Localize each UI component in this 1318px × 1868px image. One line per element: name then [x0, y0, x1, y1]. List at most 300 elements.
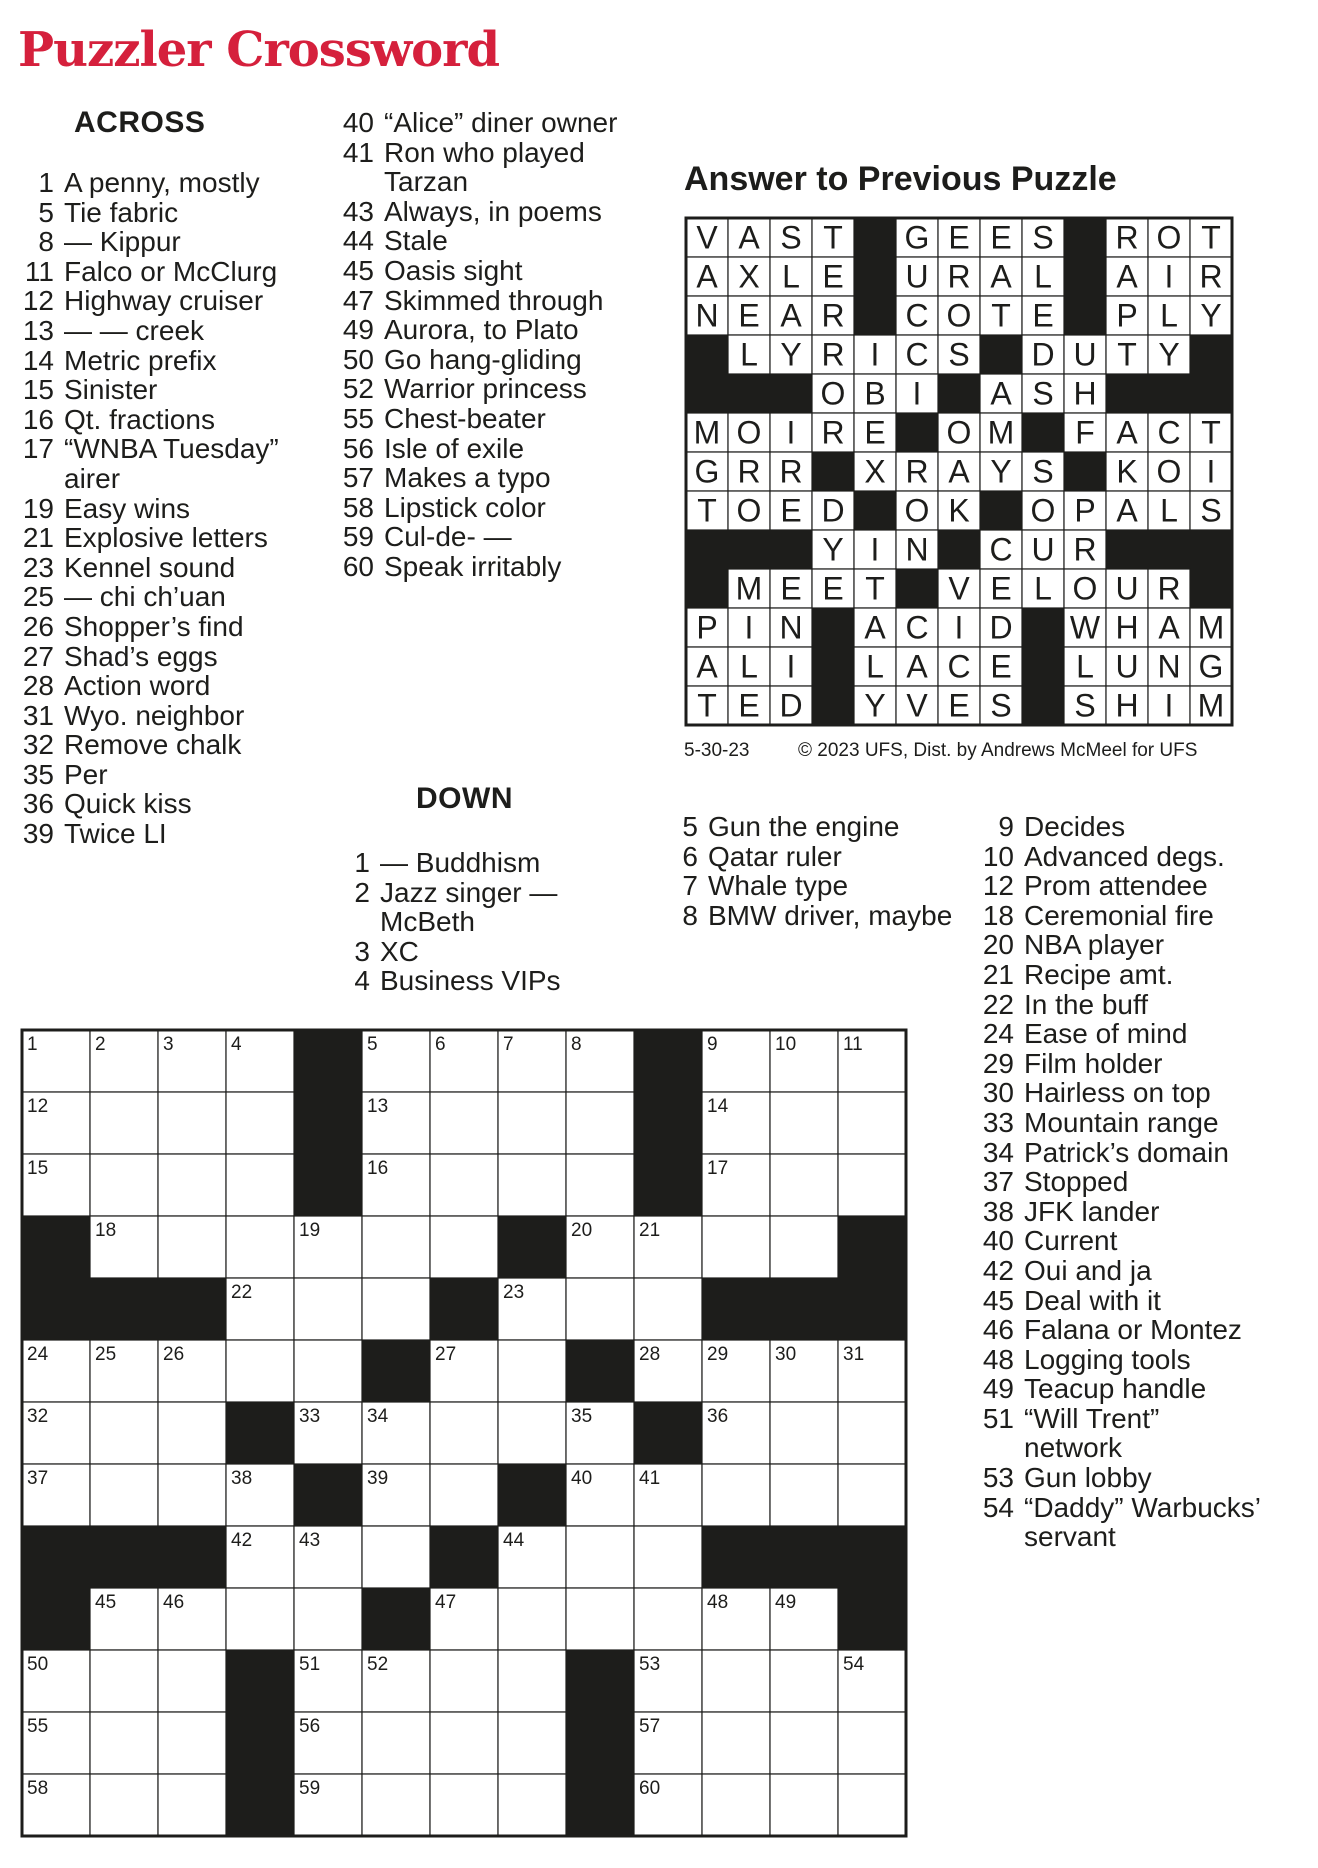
clue-number: 59 — [342, 521, 374, 553]
clue-number: 43 — [342, 195, 374, 227]
answer-letter: O — [904, 492, 930, 529]
answer-block-cell — [854, 491, 896, 530]
puzzle-grid — [20, 1028, 924, 1846]
grid-cell[interactable] — [770, 1774, 838, 1836]
answer-block-cell — [1106, 374, 1148, 413]
cell-number: 33 — [299, 1406, 321, 1427]
clue-item — [974, 842, 1264, 872]
block-cell — [566, 1774, 634, 1836]
clue-number: 21 — [982, 958, 1014, 990]
clue-number: 10 — [982, 840, 1014, 872]
footer-copyright: © 2023 UFS, Dist. by Andrews McMeel for UFS — [798, 740, 1198, 761]
clue-number: 32 — [22, 729, 54, 761]
cell-number: 17 — [707, 1158, 729, 1179]
grid-cell[interactable] — [702, 1712, 770, 1774]
grid-cell[interactable] — [702, 1216, 770, 1278]
answer-letter: T — [991, 297, 1011, 334]
answer-letter: S — [1032, 219, 1054, 256]
answer-letter: I — [1164, 687, 1174, 724]
cell-number: 21 — [639, 1220, 661, 1241]
clue-text: Decides — [1024, 811, 1126, 842]
cell-number: 26 — [163, 1344, 185, 1365]
grid-cell[interactable] — [498, 1712, 566, 1774]
answer-letter: E — [990, 648, 1012, 685]
grid-cell[interactable] — [90, 1402, 158, 1464]
clue-item — [14, 582, 304, 612]
answer-letter: O — [946, 414, 972, 451]
clue-number: 39 — [22, 818, 54, 850]
clue-text: Tie fabric — [64, 196, 179, 228]
answer-letter: D — [821, 492, 845, 529]
clue-number: 58 — [342, 491, 374, 523]
block-cell — [430, 1526, 498, 1588]
cell-number: 53 — [639, 1654, 661, 1675]
grid-cell[interactable] — [226, 1092, 294, 1154]
block-cell — [158, 1278, 226, 1340]
grid-cell[interactable] — [430, 1774, 498, 1836]
grid-cell[interactable] — [566, 1526, 634, 1588]
block-cell — [226, 1712, 294, 1774]
grid-cell[interactable] — [838, 1712, 906, 1774]
grid-cell[interactable] — [158, 1216, 226, 1278]
clue-text: Highway cruiser — [64, 285, 264, 317]
block-cell — [22, 1216, 90, 1278]
answer-letter: M — [1197, 687, 1225, 724]
answer-letter: I — [954, 609, 964, 646]
clue-item — [974, 990, 1264, 1020]
grid-cell[interactable] — [158, 1712, 226, 1774]
answer-letter: L — [1160, 297, 1178, 334]
grid-cell[interactable] — [158, 1774, 226, 1836]
grid-cell[interactable] — [90, 1712, 158, 1774]
grid-cell[interactable] — [158, 1154, 226, 1216]
cell-number: 4 — [231, 1034, 242, 1055]
grid-cell[interactable] — [634, 1588, 702, 1650]
answer-letter: M — [735, 570, 763, 607]
block-cell — [498, 1464, 566, 1526]
clue-item — [974, 1374, 1264, 1404]
grid-cell[interactable] — [838, 1092, 906, 1154]
answer-letter: N — [779, 609, 803, 646]
answer-letter: V — [696, 219, 718, 256]
grid-cell[interactable] — [838, 1154, 906, 1216]
answer-letter: E — [990, 570, 1012, 607]
cell-number: 14 — [707, 1096, 729, 1117]
clue-text: Cul-de- — — [384, 521, 512, 553]
answer-letter: R — [1157, 570, 1181, 607]
cell-number: 24 — [27, 1344, 49, 1365]
answer-letter: E — [738, 687, 760, 724]
clue-item — [334, 463, 634, 493]
cell-number: 40 — [571, 1468, 593, 1489]
clue-text: Speak irritably — [384, 550, 562, 582]
answer-letter: E — [1032, 297, 1054, 334]
clue-text: Business VIPs — [380, 965, 561, 997]
grid-cell[interactable] — [430, 1154, 498, 1216]
grid-cell[interactable] — [770, 1154, 838, 1216]
clue-item — [334, 138, 634, 197]
clue-number: 48 — [982, 1343, 1014, 1375]
answer-letter: I — [1164, 258, 1174, 295]
grid-cell[interactable] — [702, 1650, 770, 1712]
grid-cell[interactable] — [90, 1092, 158, 1154]
answer-letter: I — [786, 648, 796, 685]
answer-letter: G — [694, 453, 720, 490]
grid-cell[interactable] — [498, 1340, 566, 1402]
answer-letter: L — [866, 648, 884, 685]
clue-item — [974, 871, 1264, 901]
answer-block-cell — [812, 608, 854, 647]
answer-block-cell — [1190, 374, 1232, 413]
clue-item — [14, 612, 304, 642]
grid-cell[interactable] — [158, 1464, 226, 1526]
answer-block-cell — [1022, 686, 1064, 725]
answer-letter: A — [948, 453, 970, 490]
cell-number: 10 — [775, 1034, 797, 1055]
grid-cell[interactable] — [770, 1464, 838, 1526]
grid-cell[interactable] — [770, 1650, 838, 1712]
grid-cell[interactable] — [158, 1650, 226, 1712]
answer-letter: E — [990, 219, 1012, 256]
clue-item — [668, 901, 958, 931]
cell-number: 20 — [571, 1220, 593, 1241]
grid-cell[interactable] — [566, 1154, 634, 1216]
grid-cell[interactable] — [634, 1278, 702, 1340]
answer-block-cell — [686, 374, 728, 413]
answer-letter: N — [695, 297, 719, 334]
answer-letter: S — [1032, 375, 1054, 412]
answer-block-cell — [1064, 452, 1106, 491]
clue-item — [334, 286, 634, 316]
grid-cell[interactable] — [362, 1774, 430, 1836]
cell-number: 12 — [27, 1096, 49, 1117]
clue-text: Hairless on top — [1024, 1077, 1211, 1109]
clue-number: 44 — [342, 225, 374, 257]
clue-number: 50 — [342, 343, 374, 375]
answer-letter: E — [822, 570, 844, 607]
clue-text: NBA player — [1024, 929, 1165, 961]
grid-cell[interactable] — [770, 1216, 838, 1278]
answer-letter: A — [1116, 414, 1138, 451]
clue-text: Shopper’s find — [64, 610, 244, 642]
answer-letter: S — [780, 219, 802, 256]
clue-item — [14, 701, 304, 731]
grid-cell[interactable] — [430, 1402, 498, 1464]
clue-text: Gun lobby — [1024, 1462, 1152, 1494]
clue-text: Go hang-gliding — [384, 343, 582, 375]
clue-number: 45 — [982, 1284, 1014, 1316]
clue-item — [668, 812, 958, 842]
clue-item — [334, 404, 634, 434]
clue-number: 16 — [22, 403, 54, 435]
clue-number: 40 — [342, 107, 374, 138]
cell-number: 6 — [435, 1034, 446, 1055]
clue-item — [668, 842, 958, 872]
answer-letter: U — [1073, 336, 1097, 373]
across-clue-list — [14, 168, 304, 849]
answer-block-cell — [686, 335, 728, 374]
answer-letter: R — [821, 336, 845, 373]
grid-cell[interactable] — [90, 1774, 158, 1836]
answer-letter: E — [780, 570, 802, 607]
cell-number: 13 — [367, 1096, 389, 1117]
grid-cell[interactable] — [770, 1712, 838, 1774]
clue-number: 47 — [342, 284, 374, 316]
block-cell — [634, 1030, 702, 1092]
answer-letter: T — [1117, 336, 1137, 373]
grid-cell[interactable] — [498, 1774, 566, 1836]
clue-item — [974, 812, 1264, 842]
grid-cell[interactable] — [770, 1402, 838, 1464]
clue-item — [334, 434, 634, 464]
cell-number: 15 — [27, 1158, 49, 1179]
grid-cell[interactable] — [634, 1526, 702, 1588]
grid-cell[interactable] — [430, 1092, 498, 1154]
clue-item — [340, 848, 640, 878]
grid-cell[interactable] — [498, 1092, 566, 1154]
clue-text: Remove chalk — [64, 729, 242, 761]
cell-number: 22 — [231, 1282, 253, 1303]
grid-cell[interactable] — [158, 1402, 226, 1464]
clue-text: Advanced degs. — [1024, 840, 1225, 872]
answer-letter: L — [1034, 570, 1052, 607]
clue-text: Film holder — [1024, 1047, 1163, 1079]
clue-number: 11 — [24, 255, 54, 287]
block-cell — [158, 1526, 226, 1588]
block-cell — [770, 1526, 838, 1588]
grid-cell[interactable] — [90, 1464, 158, 1526]
clue-text: Ron who played Tarzan — [384, 136, 585, 198]
answer-block-cell — [1148, 530, 1190, 569]
answer-letter: X — [864, 453, 886, 490]
grid-cell[interactable] — [294, 1278, 362, 1340]
answer-letter: M — [1197, 609, 1225, 646]
answer-block-cell — [1022, 608, 1064, 647]
clue-number: 28 — [22, 670, 54, 702]
clue-number: 56 — [342, 432, 374, 464]
clue-item — [974, 901, 1264, 931]
grid-cell[interactable] — [90, 1650, 158, 1712]
down-clue-list-continued — [668, 812, 958, 930]
block-cell — [566, 1340, 634, 1402]
answer-letter: O — [946, 297, 972, 334]
grid-cell[interactable] — [226, 1154, 294, 1216]
grid-cell[interactable] — [294, 1340, 362, 1402]
grid-cell[interactable] — [362, 1278, 430, 1340]
clue-text: Qatar ruler — [708, 840, 842, 872]
grid-cell[interactable] — [362, 1526, 430, 1588]
clue-text: Lipstick color — [384, 491, 546, 523]
clue-text: — Buddhism — [380, 847, 541, 878]
grid-cell[interactable] — [566, 1092, 634, 1154]
answer-letter: T — [1201, 414, 1221, 451]
clue-text: Prom attendee — [1024, 870, 1208, 902]
clue-number: 25 — [22, 581, 54, 613]
down-clue-list — [340, 848, 640, 996]
clue-number: 29 — [982, 1047, 1014, 1079]
answer-letter: T — [865, 570, 885, 607]
clue-text: Shad’s eggs — [64, 640, 218, 672]
answer-letter: O — [1156, 219, 1182, 256]
answer-letter: R — [821, 414, 845, 451]
clue-item — [334, 552, 634, 582]
grid-cell[interactable] — [430, 1712, 498, 1774]
grid-cell[interactable] — [226, 1588, 294, 1650]
clue-text: Jazz singer — McBeth — [380, 876, 558, 938]
answer-letter: A — [738, 219, 760, 256]
clue-item — [340, 937, 640, 967]
clue-text: Twice LI — [64, 818, 167, 850]
clue-number: 23 — [22, 551, 54, 583]
grid-cell[interactable] — [226, 1340, 294, 1402]
clue-number: 41 — [342, 136, 374, 168]
answer-letter: D — [989, 609, 1013, 646]
grid-cell[interactable] — [498, 1588, 566, 1650]
grid-cell[interactable] — [770, 1092, 838, 1154]
answer-letter: L — [782, 258, 800, 295]
grid-cell[interactable] — [498, 1154, 566, 1216]
answer-letter: U — [905, 258, 929, 295]
clue-number: 1 — [38, 167, 54, 198]
cell-number: 39 — [367, 1468, 389, 1489]
clue-item — [974, 1078, 1264, 1108]
clue-item — [974, 1286, 1264, 1316]
block-cell — [634, 1092, 702, 1154]
grid-cell[interactable] — [430, 1216, 498, 1278]
answer-letter: C — [905, 336, 929, 373]
answer-letter: E — [864, 414, 886, 451]
answer-block-cell — [770, 374, 812, 413]
answer-block-cell — [896, 569, 938, 608]
answer-letter: Y — [780, 336, 802, 373]
clue-number: 6 — [682, 840, 698, 872]
clue-item — [974, 1493, 1264, 1552]
grid-cell[interactable] — [498, 1402, 566, 1464]
clue-text: Quick kiss — [64, 788, 192, 820]
clue-item — [974, 1404, 1264, 1463]
clue-number: 45 — [342, 254, 374, 286]
grid-cell[interactable] — [362, 1216, 430, 1278]
cell-number: 59 — [299, 1778, 321, 1799]
clue-item — [974, 1197, 1264, 1227]
answer-letter: C — [1157, 414, 1181, 451]
answer-letter: O — [736, 414, 762, 451]
block-cell — [226, 1650, 294, 1712]
block-cell — [702, 1278, 770, 1340]
clue-item — [14, 789, 304, 819]
grid-cell[interactable] — [702, 1464, 770, 1526]
across-heading: ACROSS — [74, 106, 206, 139]
answer-letter: T — [697, 687, 717, 724]
clue-item — [14, 227, 304, 257]
clue-item — [974, 1226, 1264, 1256]
block-cell — [294, 1154, 362, 1216]
grid-cell[interactable] — [498, 1650, 566, 1712]
answer-letter: P — [696, 609, 718, 646]
answer-letter: D — [779, 687, 803, 724]
answer-letter: O — [736, 492, 762, 529]
grid-cell[interactable] — [226, 1216, 294, 1278]
block-cell — [838, 1588, 906, 1650]
answer-grid — [684, 216, 1246, 730]
clue-text: Falco or McClurg — [64, 255, 278, 287]
cell-number: 48 — [707, 1592, 729, 1613]
clue-number: 4 — [354, 965, 370, 997]
answer-letter: E — [780, 492, 802, 529]
answer-block-cell — [1022, 413, 1064, 452]
grid-cell[interactable] — [90, 1154, 158, 1216]
answer-block-cell — [1190, 569, 1232, 608]
clue-text: “Alice” diner owner — [384, 107, 618, 138]
cell-number: 45 — [95, 1592, 117, 1613]
grid-cell[interactable] — [430, 1464, 498, 1526]
cell-number: 31 — [843, 1344, 865, 1365]
grid-cell[interactable] — [838, 1402, 906, 1464]
clue-number: 60 — [342, 550, 374, 582]
grid-cell[interactable] — [566, 1278, 634, 1340]
answer-letter: S — [1032, 453, 1054, 490]
answer-letter: N — [905, 531, 929, 568]
cell-number: 42 — [231, 1530, 253, 1551]
clue-text: — — creek — [64, 314, 205, 346]
grid-cell[interactable] — [158, 1092, 226, 1154]
clue-item — [974, 1019, 1264, 1049]
answer-letter: D — [1031, 336, 1055, 373]
answer-letter: R — [1073, 531, 1097, 568]
clue-text: In the buff — [1024, 988, 1149, 1020]
answer-letter: Y — [864, 687, 886, 724]
answer-letter: U — [1031, 531, 1055, 568]
answer-block-cell — [1148, 374, 1190, 413]
cell-number: 52 — [367, 1654, 389, 1675]
grid-cell[interactable] — [838, 1774, 906, 1836]
clue-text: Makes a typo — [384, 462, 551, 494]
grid-cell[interactable] — [430, 1650, 498, 1712]
grid-cell[interactable] — [566, 1588, 634, 1650]
clue-number: 27 — [22, 640, 54, 672]
answer-letter: I — [870, 336, 880, 373]
clue-number: 57 — [342, 462, 374, 494]
answer-block-cell — [812, 686, 854, 725]
clue-text: Ceremonial fire — [1024, 899, 1214, 931]
clue-text: JFK lander — [1024, 1195, 1160, 1227]
answer-letter: I — [870, 531, 880, 568]
clue-item — [14, 671, 304, 701]
answer-letter: T — [823, 219, 843, 256]
clue-number: 24 — [982, 1018, 1014, 1050]
cell-number: 35 — [571, 1406, 593, 1427]
grid-cell[interactable] — [294, 1588, 362, 1650]
grid-cell[interactable] — [838, 1464, 906, 1526]
grid-cell[interactable] — [702, 1774, 770, 1836]
answer-letter: S — [948, 336, 970, 373]
clue-number: 49 — [982, 1373, 1014, 1405]
clue-text: Oasis sight — [384, 254, 523, 286]
clue-text: “Daddy” Warbucks’ servant — [1024, 1491, 1260, 1553]
block-cell — [226, 1402, 294, 1464]
cell-number: 32 — [27, 1406, 49, 1427]
clue-number: 17 — [22, 433, 54, 465]
answer-letter: W — [1069, 609, 1101, 646]
grid-cell[interactable] — [362, 1712, 430, 1774]
cell-number: 41 — [639, 1468, 661, 1489]
clue-number: 12 — [982, 870, 1014, 902]
answer-block-cell — [1064, 296, 1106, 335]
block-cell — [634, 1154, 702, 1216]
cell-number: 11 — [843, 1034, 863, 1055]
cell-number: 57 — [639, 1716, 661, 1737]
clue-item — [334, 226, 634, 256]
